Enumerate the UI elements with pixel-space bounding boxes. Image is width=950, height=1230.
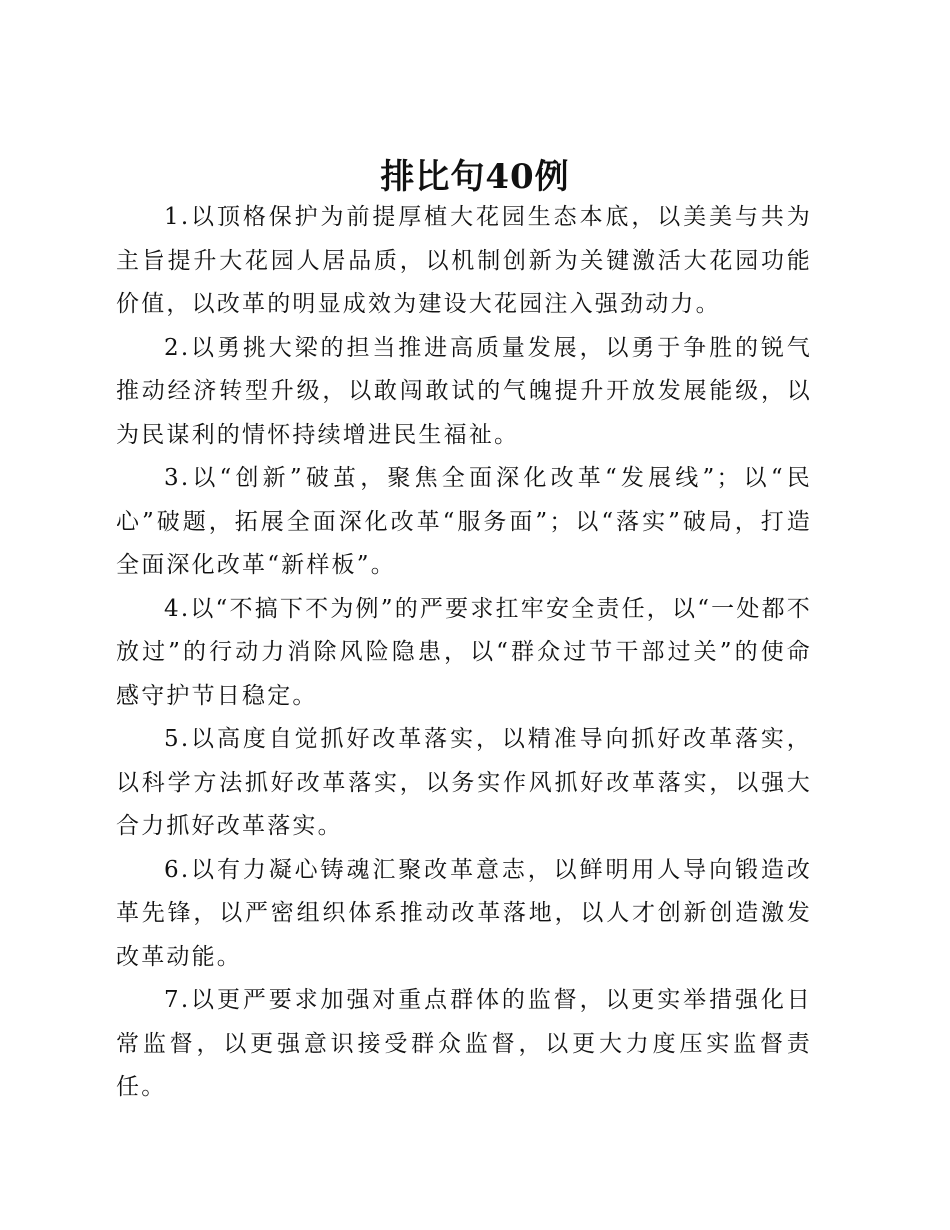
paragraph-5: 5.以高度自觉抓好改革落实，以精准导向抓好改革落实，以科学方法抓好改革落实，以务实作风抓好改革落实，以强大合力抓好改革落实。 xyxy=(116,726,812,839)
paragraph-3: 3.以“创新”破茧，聚焦全面深化改革“发展线”；以“民心”破题，拓展全面深化改革“服务面”；以“落实”破局，打造全面深化改革“新样板”。 xyxy=(116,465,812,578)
paragraph-4: 4.以“不搞下不为例”的严要求扛牢安全责任，以“一处都不放过”的行动力消除风险隐患，以“群众过节干部过关”的使命感守护节日稳定。 xyxy=(116,595,812,709)
paragraph-7: 7.以更严要求加强对重点群体的监督，以更实举措强化日常监督，以更强意识接受群众监督，以更大力度压实监督责任。 xyxy=(116,987,812,1100)
paragraph-2: 2.以勇挑大梁的担当推进高质量发展，以勇于争胜的锐气推动经济转型升级，以敢闯敢试的气魄提升开放发展能级，以为民谋利的情怀持续增进民生福祉。 xyxy=(116,334,812,448)
paragraph-6: 6.以有力凝心铸魂汇聚改革意志，以鲜明用人导向锻造改革先锋，以严密组织体系推动改革落地，以人才创新创造激发改革动能。 xyxy=(116,856,812,970)
document-body xyxy=(116,196,812,1110)
paragraph-1: 1.以顶格保护为前提厚植大花园生态本底，以美美与共为主旨提升大花园人居品质，以机制创新为关键激活大花园功能价值，以改革的明显成效为建设大花园注入强劲动力。 xyxy=(116,204,812,317)
document-title: 排比句40例 xyxy=(380,156,570,197)
